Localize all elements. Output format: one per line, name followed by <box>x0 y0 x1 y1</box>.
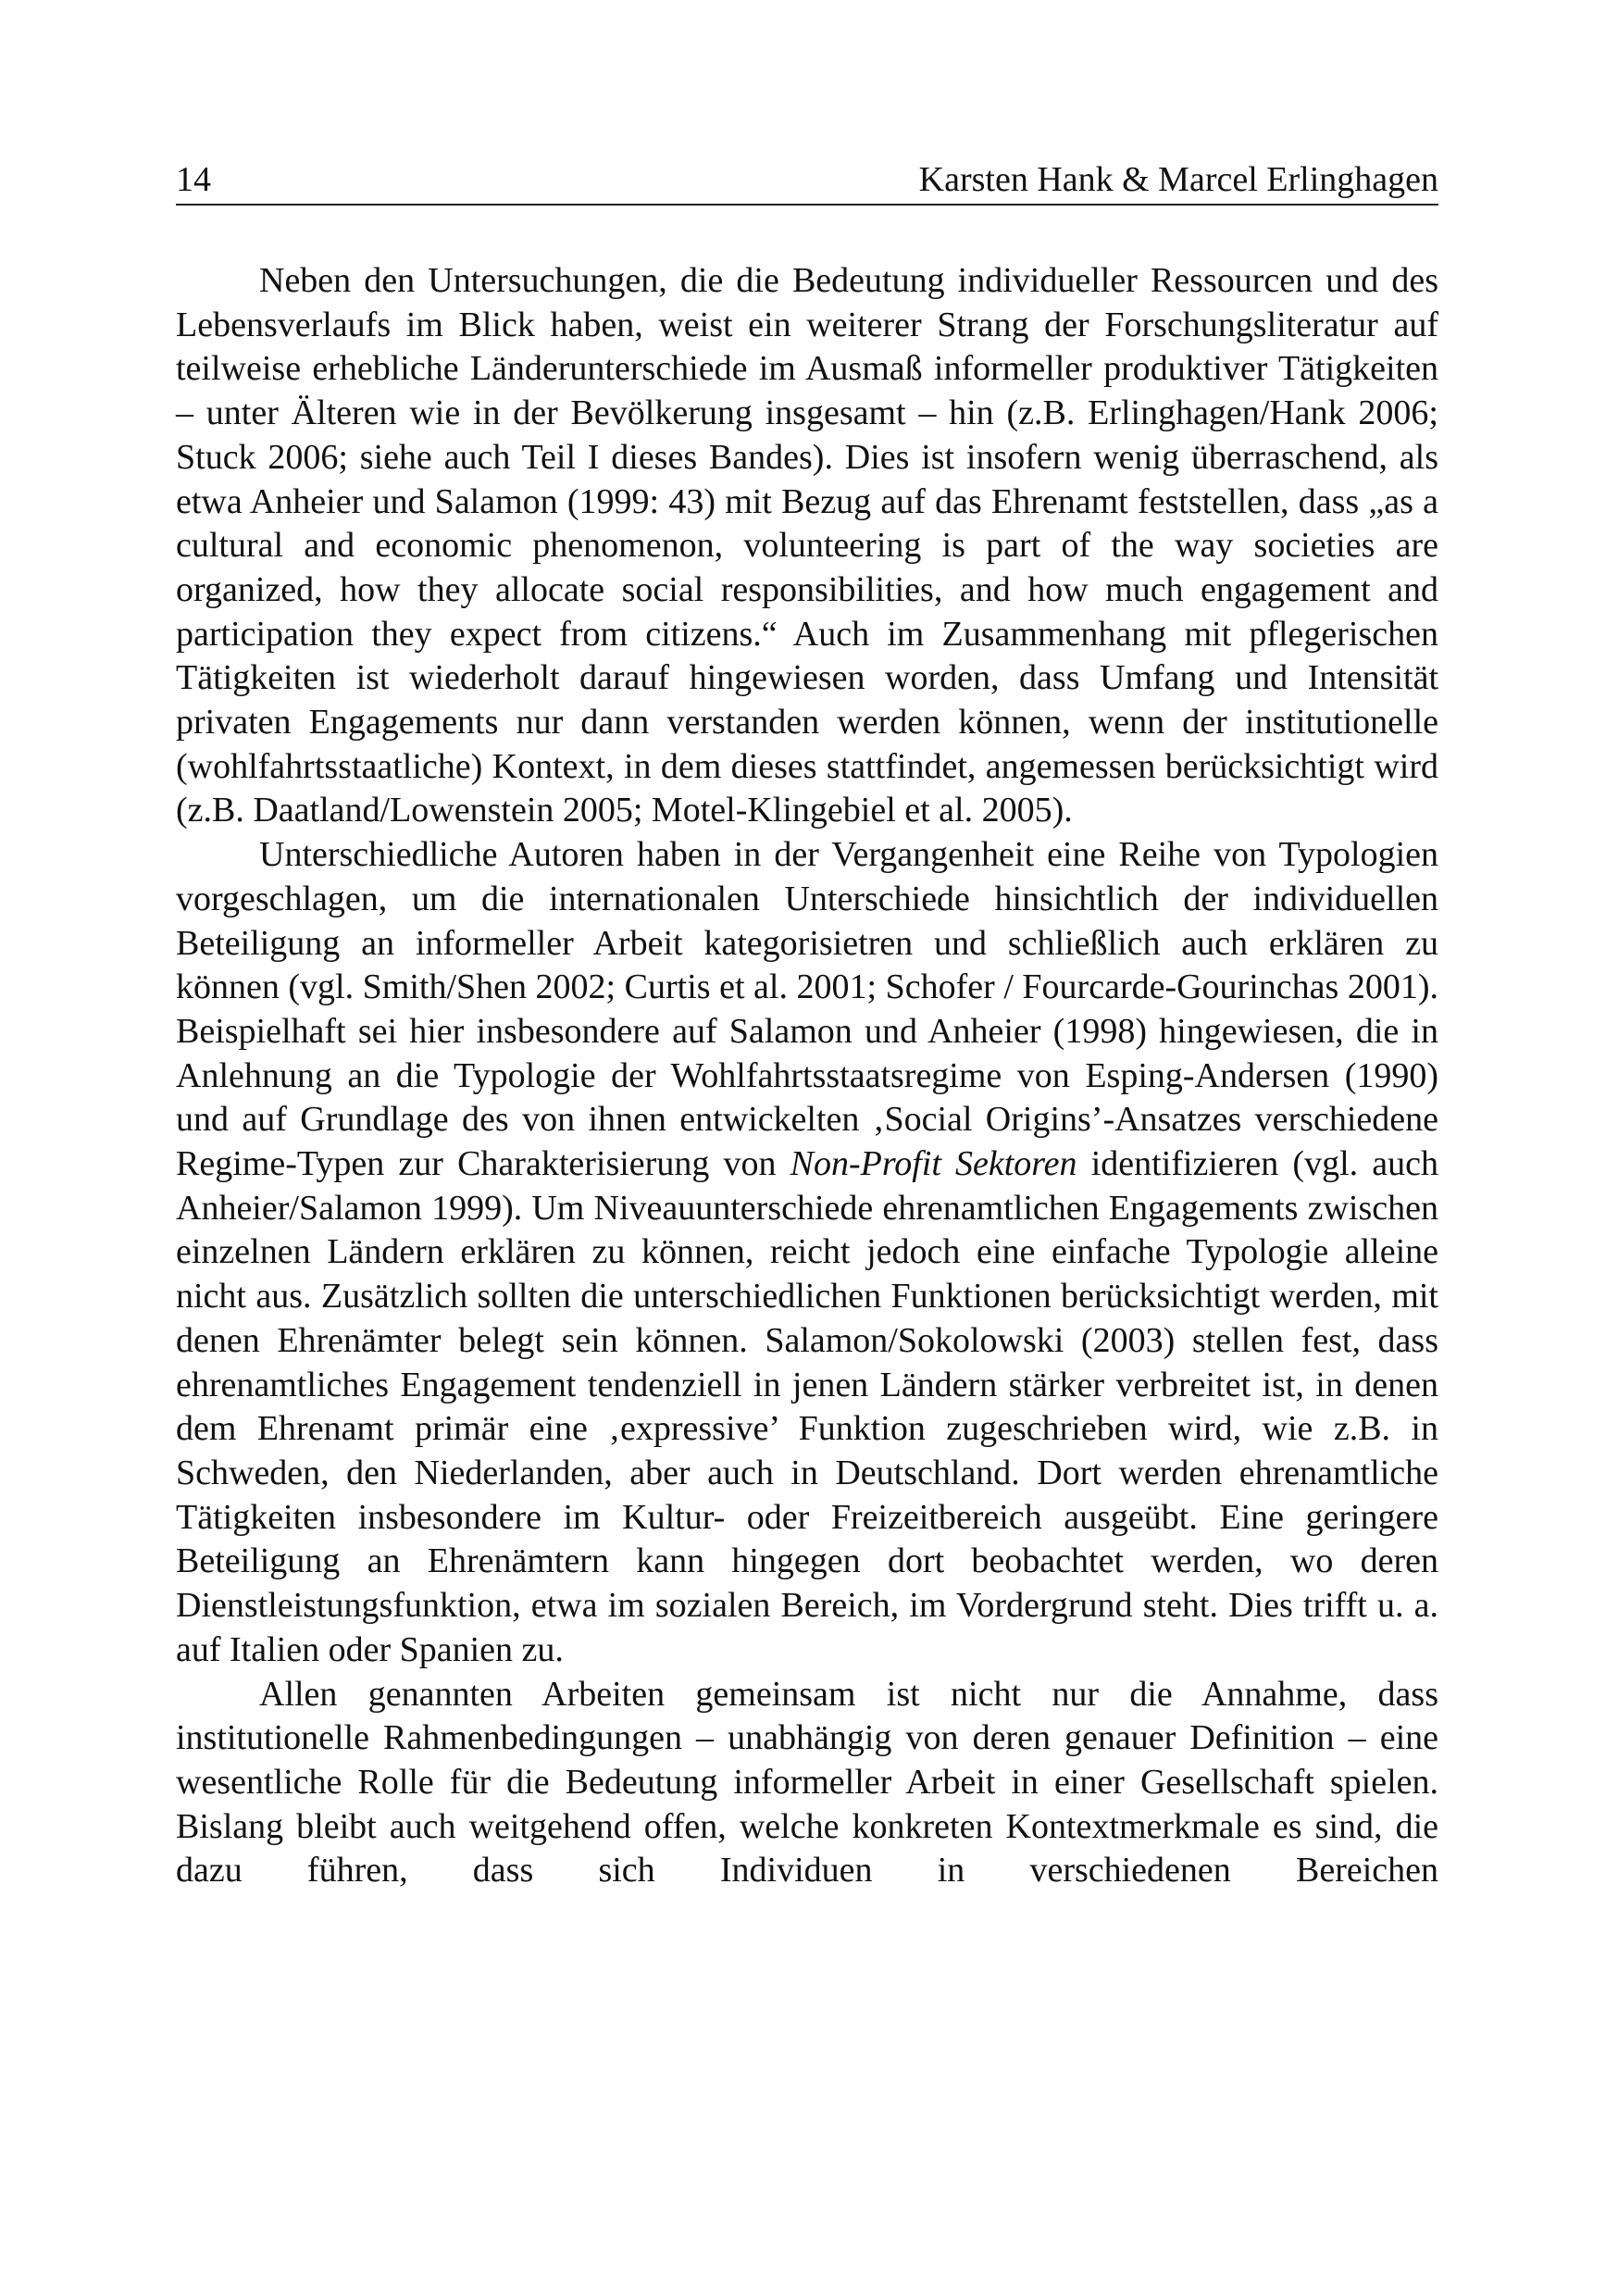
paragraph-3: Allen genannten Arbeiten gemeinsam ist nicht nur die Annahme, dass institutionelle Rahmenbedingungen – unabhängig von deren genauer Definition – eine wesentliche Rolle für die Bedeutung informeller Arbeit in einer Gesellschaft spielen. Bislang bleibt auch weitgehend offen, welche konkreten Kontextmerkmale es sind, die dazu führen, dass sich Individuen in verschiedenen Bereichen <box>176 1674 1438 1890</box>
page-number: 14 <box>176 160 211 199</box>
running-title: Karsten Hank & Marcel Erlinghagen <box>918 160 1438 199</box>
paragraph-1: Neben den Untersuchungen, die die Bedeutung individueller Ressourcen und des Lebensverlaufs im Blick haben, weist ein weiterer Strang der Forschungsliteratur auf teilweise erhebliche Länderunterschiede im Ausmaß informeller produktiver Tätigkeiten – unter Älteren wie in der Bevölkerung insgesamt – hin (z.B. Erlinghagen/Hank 2006; Stuck 2006; siehe auch Teil I dieses Bandes). Dies ist insofern wenig überraschend, als etwa Anheier und Salamon (1999: 43) mit Bezug auf das Ehrenamt feststellen, dass „as a cultural and economic phenomenon, volunteering is part of the way societies are organized, how they allocate social responsibilities, and how much engagement and participation they expect from citizens.“ Auch im Zusammenhang mit pflegerischen Tätigkeiten ist wiederholt darauf hingewiesen worden, dass Umfang und Intensität privaten Engagements nur dann verstanden werden können, wenn der institutionelle (wohlfahrtsstaatliche) Kontext, in dem dieses stattfindet, angemessen berücksichtigt wird (z.B. Daatland/Lowenstein 2005; Motel-Klingebiel et al. 2005). <box>176 261 1438 830</box>
paragraph-2 <box>176 833 1438 1672</box>
paragraph-2-text-start: Unterschiedliche Autoren haben in der Vergangenheit eine Reihe von Typologien vorgeschlagen, um die internationalen Unterschiede hinsichtlich der individuellen Beteiligung an informeller Arbeit kategorisietren und schließlich auch erklären zu können (vgl. Smith/Shen 2002; Curtis et al. 2001; Schofer / Fourcarde-Gourinchas 2001). Beispielhaft sei hier insbesondere auf Salamon und Anheier (1998) hingewiesen, die in Anlehnung an die Typologie der Wohlfahrtsstaatsregime von Esping-Andersen (1990) und auf Grundlage des von ihnen entwickelten ‚Social Origins’-Ansatzes verschiedene Regime-Typen zur Charakterisierung von <box>176 835 1438 1184</box>
page-header <box>176 156 1438 206</box>
italic-term: Non-Profit Sektoren <box>790 1144 1077 1184</box>
paragraph-2-text-end: identifizieren (vgl. auch Anheier/Salamon 1999). Um Niveauunterschiede ehrenamtlichen Engagements zwischen einzelnen Ländern erklären zu können, reicht jedoch eine einfache Typologie alleine nicht aus. Zusätzlich sollten die unterschiedlichen Funktionen berücksichtigt werden, mit denen Ehrenämter belegt sein können. Salamon/Sokolowski (2003) stellen fest, dass ehrenamtliches Engagement tendenziell in jenen Ländern stärker verbreitet ist, in denen dem Ehrenamt primär eine ‚expressive’ Funktion zugeschrieben wird, wie z.B. in Schweden, den Niederlanden, aber auch in Deutschland. Dort werden ehrenamtliche Tätigkeiten insbesondere im Kultur- oder Freizeitbereich ausgeübt. Eine geringere Beteiligung an Ehrenämtern kann hingegen dort beobachtet werden, wo deren Dienstleistungsfunktion, etwa im sozialen Bereich, im Vordergrund steht. Dies trifft u. a. auf Italien oder Spanien zu. <box>176 1144 1439 1669</box>
body-text <box>176 259 1438 1893</box>
